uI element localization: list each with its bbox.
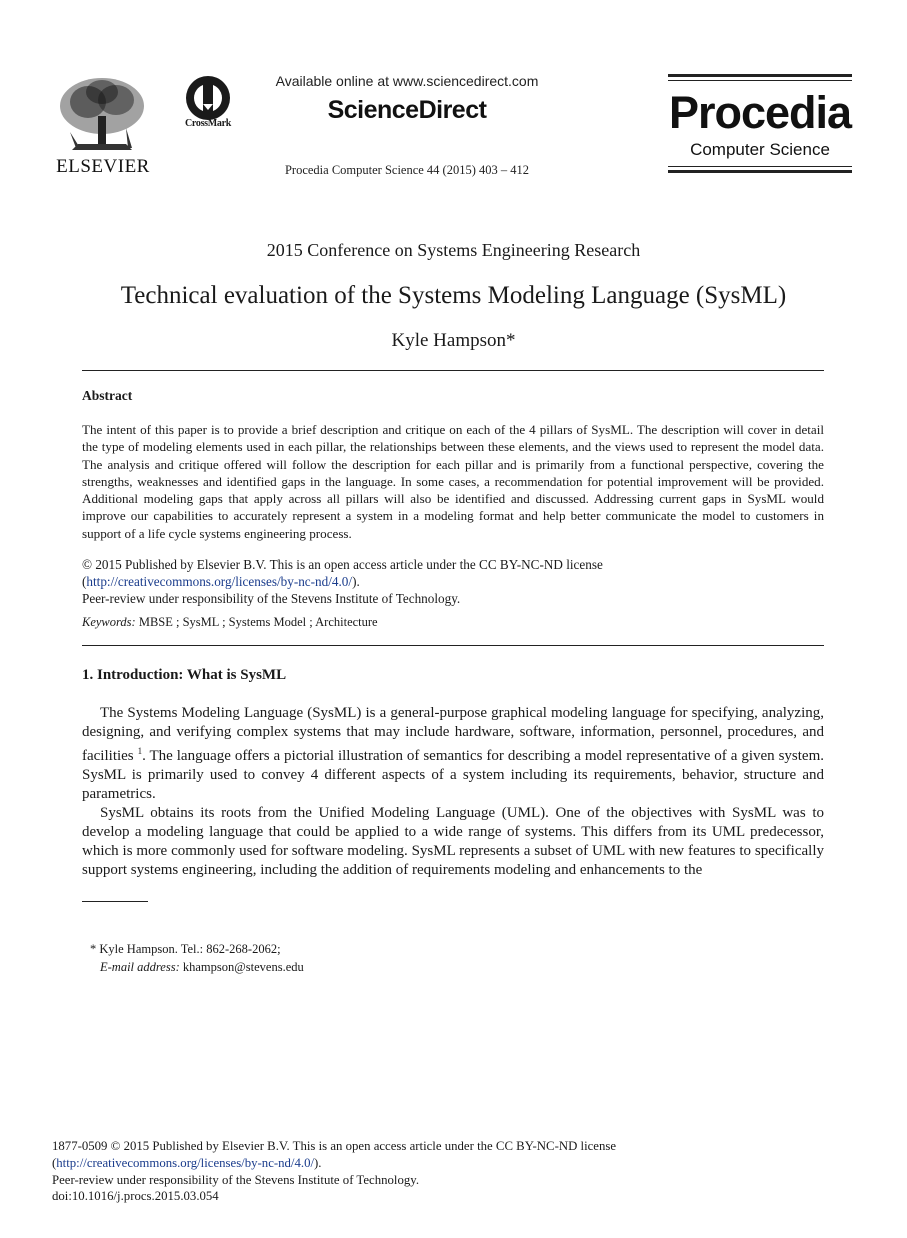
- link-close-paren: ).: [314, 1155, 322, 1170]
- available-online-text: Available online at www.sciencedirect.com: [275, 73, 539, 89]
- footnote-divider: [82, 901, 148, 902]
- procedia-logo: [668, 74, 852, 176]
- conference-name: 2015 Conference on Systems Engineering Research: [266, 240, 641, 260]
- footnote-contact: * Kyle Hampson. Tel.: 862-268-2062;: [90, 942, 281, 956]
- divider-top: [82, 370, 824, 371]
- citation-ref[interactable]: 1: [137, 746, 143, 756]
- doi[interactable]: doi:10.1016/j.procs.2015.03.054: [52, 1189, 219, 1204]
- license-block: [82, 556, 824, 607]
- bottom-link-line: [52, 1155, 812, 1172]
- link-close-paren: ).: [352, 574, 360, 589]
- crossmark-label: CrossMark: [184, 118, 231, 129]
- section-heading: 1. Introduction: What is SysML: [82, 667, 287, 683]
- email-label: E-mail address:: [100, 960, 180, 974]
- procedia-wordmark: Procedia: [668, 87, 852, 138]
- bottom-license-link[interactable]: http://creativecommons.org/licenses/by-nc-nd/4.0/: [56, 1155, 315, 1170]
- intro-p1-text: The Systems Modeling Language (SysML) is a general-purpose graphical modeling language for specifying, analyzing, designing, and verifying complex systems that may include hardware, software, information, personnel, procedures, and facilities: [82, 705, 824, 764]
- license-link[interactable]: http://creativecommons.org/licenses/by-nc-nd/4.0/: [86, 574, 353, 589]
- author-name: Kyle Hampson*: [391, 330, 516, 351]
- keywords-label: Keywords:: [82, 615, 136, 629]
- paper-title: Technical evaluation of the Systems Modeling Language (SysML): [120, 282, 787, 309]
- keywords-line: [82, 615, 824, 630]
- elsevier-wordmark: ELSEVIER: [56, 156, 150, 177]
- keywords-values: MBSE ; SysML ; Systems Model ; Architecture: [138, 615, 378, 629]
- email-address[interactable]: khampson@stevens.edu: [182, 960, 304, 974]
- peer-review-line: Peer-review under responsibility of the Stevens Institute of Technology.: [82, 591, 461, 606]
- journal-reference: Procedia Computer Science 44 (2015) 403 – 412: [284, 163, 530, 177]
- abstract-heading: Abstract: [82, 388, 133, 403]
- divider-bottom: [82, 645, 824, 646]
- intro-p1-text-cont: . The language offers a pictorial illustration of semantics for describing a model representative of a given system. SysML is primarily used to convey 4 different aspects of a system including its requirements, behavior, structure and parametrics.: [82, 748, 824, 802]
- intro-paragraph: [82, 704, 824, 804]
- sciencedirect-wordmark: ScienceDirect: [327, 96, 487, 124]
- license-line: © 2015 Published by Elsevier B.V. This is an open access article under the CC BY-NC-ND license: [82, 557, 603, 572]
- procedia-subtitle: Computer Science: [690, 140, 830, 159]
- footnote: [90, 940, 304, 976]
- link-open-paren: (: [52, 1155, 57, 1170]
- bottom-peer-review: Peer-review under responsibility of the Stevens Institute of Technology.: [52, 1172, 420, 1187]
- abstract-text: The intent of this paper is to provide a brief description and critique on each of the 4 pillars of SysML. The description will cover in detail the type of modeling elements used in each pillar, the relationships between these elements, and the views used to represent the model data. The analysis and critique offered will follow the description for each pillar and is primarily from a functional perspective, covering the strengths, weaknesses and identified gaps in the language. In some cases, a recommendation for potential improvement will be provided. Additional modeling gaps that apply across all pillars will also be identified and discussed. Addressing current gaps in SysML would improve our capabilities to accurately represent a system in a modeling format and help better communicate the model to customers in support of a life cycle systems engineering process.: [82, 422, 824, 541]
- footnote-email-line: [90, 958, 304, 976]
- license-link-line: [82, 573, 824, 590]
- introduction-body: [82, 704, 824, 880]
- link-open-paren: (: [82, 574, 87, 589]
- bottom-license-block: [52, 1138, 812, 1205]
- issn-license-line: 1877-0509 © 2015 Published by Elsevier B.V. This is an open access article under the CC BY-NC-ND license: [52, 1139, 617, 1153]
- intro-paragraph: SysML obtains its roots from the Unified Modeling Language (UML). One of the objectives with SysML was to develop a modeling language that could be applied to a wide range of systems. This differs from its UML predecessor, which is more commonly used for software modeling. SysML represents a subset of UML with new features to specifically support systems engineering, including the addition of requirements modeling and enhancements to the: [82, 805, 824, 878]
